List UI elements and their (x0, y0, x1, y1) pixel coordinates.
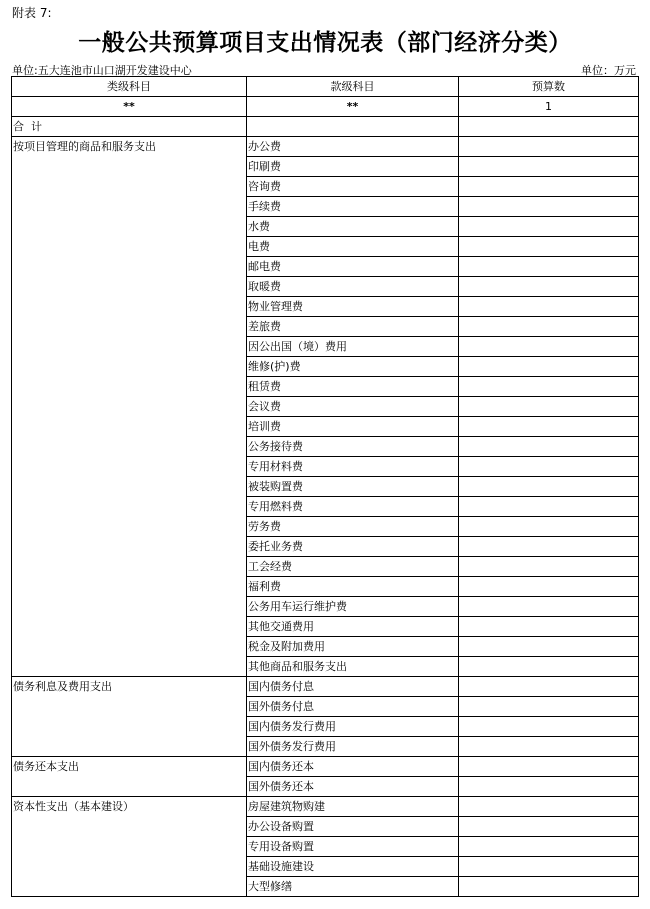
budget-cell (459, 357, 639, 377)
subcategory-cell: 国内债务付息 (247, 677, 459, 697)
subcategory-cell: 其他交通费用 (247, 617, 459, 637)
budget-cell (459, 737, 639, 757)
header-subcategory: 款级科目 (247, 77, 459, 97)
subcategory-cell: 差旅费 (247, 317, 459, 337)
budget-cell (459, 457, 639, 477)
subcategory-cell: 手续费 (247, 197, 459, 217)
subcategory-cell: 公务用车运行维护费 (247, 597, 459, 617)
code-category: ** (12, 97, 247, 117)
budget-cell (459, 517, 639, 537)
budget-cell (459, 297, 639, 317)
budget-cell (459, 197, 639, 217)
subcategory-cell: 公务接待费 (247, 437, 459, 457)
subcategory-cell: 基础设施建设 (247, 857, 459, 877)
total-empty (247, 117, 459, 137)
budget-cell (459, 757, 639, 777)
budget-cell (459, 577, 639, 597)
subcategory-cell: 物业管理费 (247, 297, 459, 317)
subcategory-cell: 国外债务付息 (247, 697, 459, 717)
budget-cell (459, 697, 639, 717)
budget-cell (459, 237, 639, 257)
subcategory-cell: 委托业务费 (247, 537, 459, 557)
budget-cell (459, 377, 639, 397)
total-value (459, 117, 639, 137)
header-row (12, 77, 639, 97)
budget-cell (459, 277, 639, 297)
budget-cell (459, 837, 639, 857)
subcategory-cell: 因公出国（境）费用 (247, 337, 459, 357)
budget-cell (459, 337, 639, 357)
category-cell: 债务利息及费用支出 (12, 677, 247, 757)
page-title: 一般公共预算项目支出情况表（部门经济分类） (78, 29, 572, 56)
budget-cell (459, 617, 639, 637)
budget-cell (459, 657, 639, 677)
budget-cell (459, 817, 639, 837)
category-cell: 资本性支出（基本建设） (12, 797, 247, 897)
budget-cell (459, 477, 639, 497)
budget-cell (459, 257, 639, 277)
subcategory-cell: 维修(护)费 (247, 357, 459, 377)
currency-unit: 单位：万元 (581, 64, 636, 77)
subcategory-cell: 大型修缮 (247, 877, 459, 897)
header-budget: 预算数 (459, 77, 639, 97)
subcategory-cell: 劳务费 (247, 517, 459, 537)
total-label: 合 计 (12, 117, 247, 137)
budget-cell (459, 397, 639, 417)
subcategory-cell: 国外债务还本 (247, 777, 459, 797)
subcategory-cell: 专用材料费 (247, 457, 459, 477)
budget-table (11, 76, 639, 897)
header-category: 类级科目 (12, 77, 247, 97)
budget-cell (459, 137, 639, 157)
subcategory-cell: 培训费 (247, 417, 459, 437)
subcategory-cell: 会议费 (247, 397, 459, 417)
budget-cell (459, 557, 639, 577)
budget-cell (459, 417, 639, 437)
budget-cell (459, 597, 639, 617)
budget-cell (459, 157, 639, 177)
budget-cell (459, 717, 639, 737)
code-row (12, 97, 639, 117)
category-cell: 债务还本支出 (12, 757, 247, 797)
subcategory-cell: 国内债务发行费用 (247, 717, 459, 737)
subcategory-cell: 取暖费 (247, 277, 459, 297)
budget-cell (459, 537, 639, 557)
table-row (12, 677, 639, 697)
subcategory-cell: 国内债务还本 (247, 757, 459, 777)
budget-cell (459, 317, 639, 337)
subcategory-cell: 办公费 (247, 137, 459, 157)
table-row (12, 757, 639, 777)
table-row (12, 797, 639, 817)
subcategory-cell: 专用燃料费 (247, 497, 459, 517)
subcategory-cell: 税金及附加费用 (247, 637, 459, 657)
subcategory-cell: 印刷费 (247, 157, 459, 177)
category-cell: 按项目管理的商品和服务支出 (12, 137, 247, 677)
total-row (12, 117, 639, 137)
budget-cell (459, 637, 639, 657)
subcategory-cell: 办公设备购置 (247, 817, 459, 837)
budget-cell (459, 857, 639, 877)
budget-cell (459, 217, 639, 237)
attachment-label: 附表 7: (12, 6, 52, 20)
subcategory-cell: 电费 (247, 237, 459, 257)
budget-cell (459, 797, 639, 817)
subcategory-cell: 邮电费 (247, 257, 459, 277)
subcategory-cell: 房屋建筑物购建 (247, 797, 459, 817)
budget-cell (459, 497, 639, 517)
department-unit: 单位:五大连池市山口湖开发建设中心 (12, 64, 192, 77)
budget-cell (459, 777, 639, 797)
subcategory-cell: 其他商品和服务支出 (247, 657, 459, 677)
code-budget: 1 (459, 97, 639, 117)
subcategory-cell: 国外债务发行费用 (247, 737, 459, 757)
subcategory-cell: 咨询费 (247, 177, 459, 197)
subcategory-cell: 水费 (247, 217, 459, 237)
subcategory-cell: 租赁费 (247, 377, 459, 397)
table-row (12, 137, 639, 157)
subcategory-cell: 工会经费 (247, 557, 459, 577)
budget-cell (459, 877, 639, 897)
subcategory-cell: 专用设备购置 (247, 837, 459, 857)
budget-cell (459, 177, 639, 197)
subcategory-cell: 福利费 (247, 577, 459, 597)
code-subcategory: ** (247, 97, 459, 117)
subcategory-cell: 被装购置费 (247, 477, 459, 497)
budget-cell (459, 677, 639, 697)
budget-cell (459, 437, 639, 457)
